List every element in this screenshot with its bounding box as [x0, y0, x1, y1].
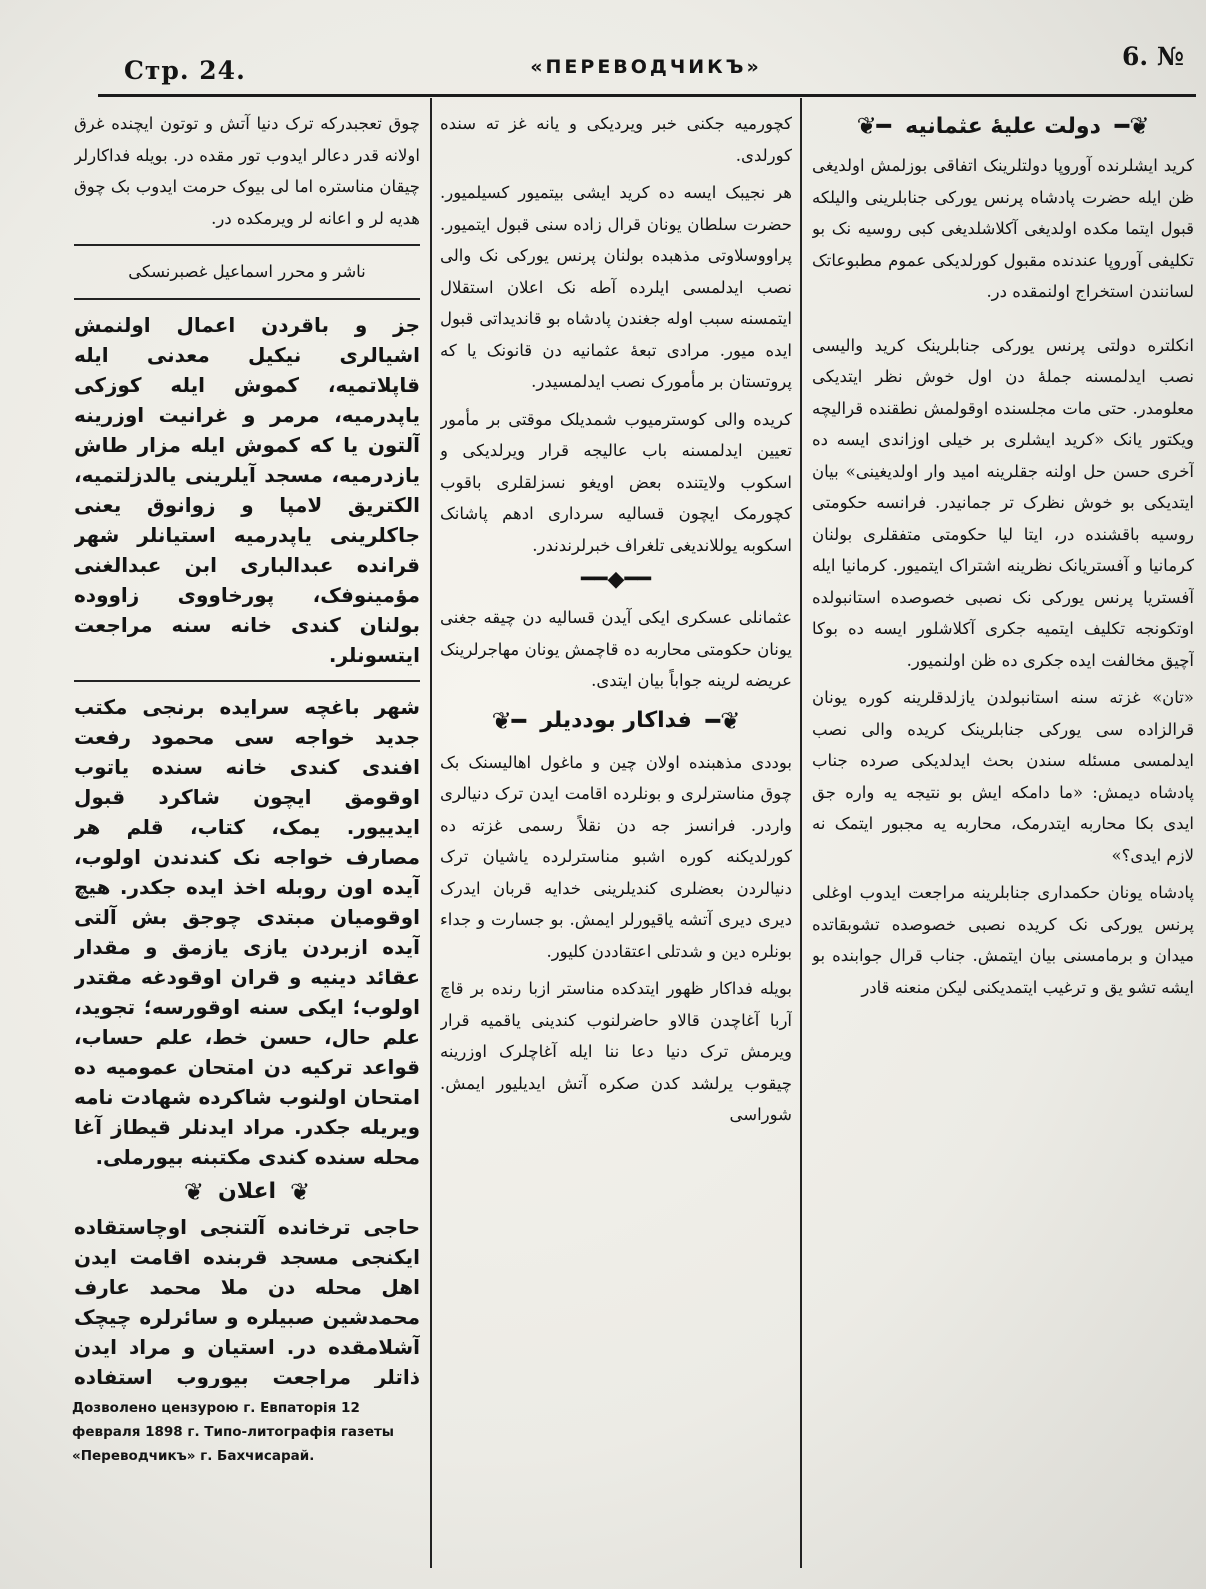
- column-divider-right: [800, 98, 802, 1568]
- issue-number: 6. №: [1122, 42, 1184, 71]
- censorship-imprint: Дозволено цензурою г. Евпаторія 12 февраля 1898 г. Типо-литографія газеты «Переводчикъ» г. Бахчисарай.: [72, 1400, 395, 1464]
- ornament-icon: ━❦: [1114, 112, 1150, 140]
- announcement-text: حاجی ترخانده آلتنجی اوچاستقاده ایکنجی مسجد قربنده اقامت ایدن اهل محله دن ملا محمد عارف محمدشین صبیلره و سائرلره چیچک آشلامقده در. استیان و مراد ایدن ذاتلر مراجعت بیوروب استفاده: [74, 1214, 420, 1388]
- header-rule: [98, 94, 1196, 97]
- section-rule: [74, 298, 420, 300]
- section-divider-icon: ━━◆━━: [581, 567, 651, 592]
- paragraph: کرید ایشلرنده آوروپا دولتلرینک اتفاقی بوزلمش اولدیغی ظن ایله حضرت پادشاه پرنس یورکی جنابلرینی والیلکه قبول ایتما مکده اولدیغی آکلاشلدیغی کبی روسیه نک بو تکلیفی آوروپا عندنده مقبول کورلدیکی عموم مطبوعاتک لسانندن استخراج اولنمقده در.: [812, 156, 1194, 301]
- ornament-icon: ❦: [290, 1177, 311, 1206]
- heading-text: دولت علیهٔ عثمانیه: [905, 113, 1101, 139]
- page-number: Стр. 24.: [124, 56, 246, 85]
- publisher-line: ناشر و محرر اسماعیل غصبرنسکی: [128, 262, 366, 281]
- paragraph: عثمانلی عسکری ایکی آیدن قسالیه دن چیقه جغنی یونان حکومتی محاربه ده قاچمش یونان مهاجرلرینک عریضه لرینه جواباً بیان ایتدی.: [440, 608, 792, 690]
- paragraph: بویله فداکار ظهور ایتدکده مناستر ازبا رنده بر قاچ آربا آغاچدن قالاو حاضرلنوب کندینی یاقمیه قرار ویرمش ترک دنیا دعا ننا ایله آغاچلرک اوزرینه چیقوب یرلشد کدن صکره آتش ایدیلیور ایمش. شوراسی: [440, 979, 792, 1124]
- advertisement-school: شهر باغچه سرایده برنجی مکتب جدید خواجه سی محمود رفعت افندی کندی خانه سنده یاتوب اوقومق ایچون شاکرد قبول ایدییور. یمک، کتاب، قلم هر مصارف خواجه نک کندندن اولوب، آیده اون روبله اخذ ایده جکدر. هیچ اوقومیان مبتدی چوجق بش آلتی آیده ازبردن یازی یازمق و مقدار عقائد دینیه و قران اوقودغه مقتدر اولوب؛ ایکی سنه اوقورسه؛ تجوید، علم حال، حسن خط، علم حساب، قواعد ترکیه دن امتحان عمومیه ده امتحان اولنوب شاکرده شهادت نامه ویریله جکدر. مراد ایدنلر قیطاز آغا محله سنده کندی مکتبنه بیورملی.: [74, 694, 420, 1169]
- column-divider-left: [430, 98, 432, 1568]
- left-column: [74, 108, 420, 1388]
- ornament-icon: ❦: [183, 1177, 204, 1206]
- paragraph: پادشاه یونان حکمداری جنابلرینه مراجعت ایدوب اوغلی پرنس یورکی نک کریده نصبی خصوصده تشوبقاتده میدان و برمامسنی بیان ایتمش. جناب قرال جوابنده بو ایشه تشو یق و ترغیب ایتمدیکنی لیکن منعنه قادر: [812, 883, 1194, 997]
- section-rule: [74, 244, 420, 246]
- section-rule: [74, 680, 420, 682]
- newspaper-title: «ПЕРЕВОДЧИКЪ»: [530, 56, 762, 78]
- article-heading-ottoman-state: [812, 112, 1194, 140]
- page-header: [100, 42, 1192, 90]
- announcement-heading: [74, 1178, 420, 1206]
- middle-column: [440, 108, 792, 1578]
- ornament-icon: ❦━: [856, 112, 892, 140]
- ornament-icon: ━❦: [705, 706, 741, 735]
- ornament-icon: ❦━: [491, 706, 527, 735]
- heading-text: اعلان: [217, 1179, 277, 1204]
- paragraph: «تان» غزته سنه استانبولدن یازلدقلرینه کوره یونان قرالزاده سی یورکی جنابلرینک کریده والی نصب ایدلمسی مسئله سندن بحث ایدلدیکی صرده جناب پادشاه دیمش: «ما دامکه ایش بو نتیجه یه واره جق ایدی بکا محاربه ایتدرمک، محاربه یه مجبور ایتمک نه لازم ایدی؟»: [812, 688, 1194, 865]
- paragraph: کچورمیه جکنی خبر ویردیکی و یانه غز ته سنده کورلدی.: [440, 114, 792, 165]
- paragraph: چوق تعجبدرکه ترک دنیا آتش و توتون ایچنده غرق اولانه قدر دعالر ایدوب تور مقده در. بویله فداکارلر چیقان مناستره اما لی بیوک حرمت ایدوب بک چوق هدیه لر و اعانه لر ویرمکده در.: [74, 114, 420, 228]
- heading-text: فداکار بوددیلر: [540, 708, 692, 733]
- right-column: [812, 108, 1194, 1578]
- paragraph: بوددی مذهبنده اولان چین و ماغول اهالیسنک بک چوق مناسترلری و بونلرده اقامت ایدن ترک دنیالری واردر. فرانسز جه دن نقلاً رسمی غزته ده کورلدیکنه کوره اشبو مناسترلرده یاشیان ترک دنیالردن بعضلری کندیلرینی خدایه قربان ایدرک دیری دیری آتشه یاقیورلر ایمش. بو جسارت و جداء بونلره دین و شدتلی اعتقاددن کلیور.: [440, 752, 792, 961]
- advertisement-metalwork: جز و باقردن اعمال اولنمش اشیالری نیکیل معدنی ایله قاپلاتمیه، کموش ایله کوزکی یاپدرمیه، مرمر و غرانیت اوزرینه آلتون یا که کموش ایله مزار طاش یازدرمیه، مسجد آیلرینی یالدزلتمیه، الکتریق لامپا و زوانوق یعنی جاکلرینی یاپدرمیه استیانلر شهر قرانده عبدالباری ابن عبدالغنی مؤمینوفک، پورخاووی زاووده بولنان کندی خانه سنه مراجعت ایتسونلر.: [74, 312, 420, 667]
- article-heading-devotees: [440, 707, 792, 735]
- paragraph: کریده والی کوسترمیوب شمدیلک موقتی بر مأمور تعیین ایدلمسنه باب عالیجه قرار ویرلدیکی و اسکوب ولایتنده بعض اویغو نسزلقلری باقوب کچورمک ایچون قسالیه سرداری ادهم پاشانک اسکوبه یوللاندیغی تلغراف خبرلرندندر.: [440, 409, 792, 555]
- paragraph: هر نجیبک ایسه ده کرید ایشی بیتمیور کسیلمیور. حضرت سلطان یونان قرال زاده سنی قبول ایتمیور. پراووسلاوتی مذهبده بولنان پرنس یورکی نک والی نصب ایدلمسی ایلرده آطه نک اعلان استقلال ایتمسنه سبب اوله جغندن پادشاه بو قاندیداتی قبول ایده میور. مرادی تبعهٔ عثمانیه دن قانونک یا که پروتستان بر مأمورک نصب ایدلمسیدر.: [440, 183, 792, 391]
- paragraph: انکلتره دولتی پرنس یورکی جنابلرینک کرید والیسی نصب ایدلمسنه جملهٔ دن اول خوش نظر ایتدیکی معلومدر. حتی مات مجلسنده اوقولمش نطقنده قرالیچه ویکتور یانک «کرید ایشلری بر خیلی اوزاندی ایسه ده آخری حسن حل اولنه جقلرینه امید وار اولدیغینی» بیان ایتدیکی بو خوش نظرک تر جمانیدر. فرانسه حکومتی روسیه باقشنده در، ایتا لیا حکومتی متفقلری بولنان کرمانیا و آفستریانک نظرینه اشتراک ایتمیور. کرمانیا ایله آفستریا پرنس یورکی نک نصبی خصوصده استانبولده اوتکونجه تکلیف ایتمیه جکری آکلاشلور ایسه ده بوکا آچیق مخالفت ایده جکری ده ظن اولنمیور.: [812, 335, 1194, 670]
